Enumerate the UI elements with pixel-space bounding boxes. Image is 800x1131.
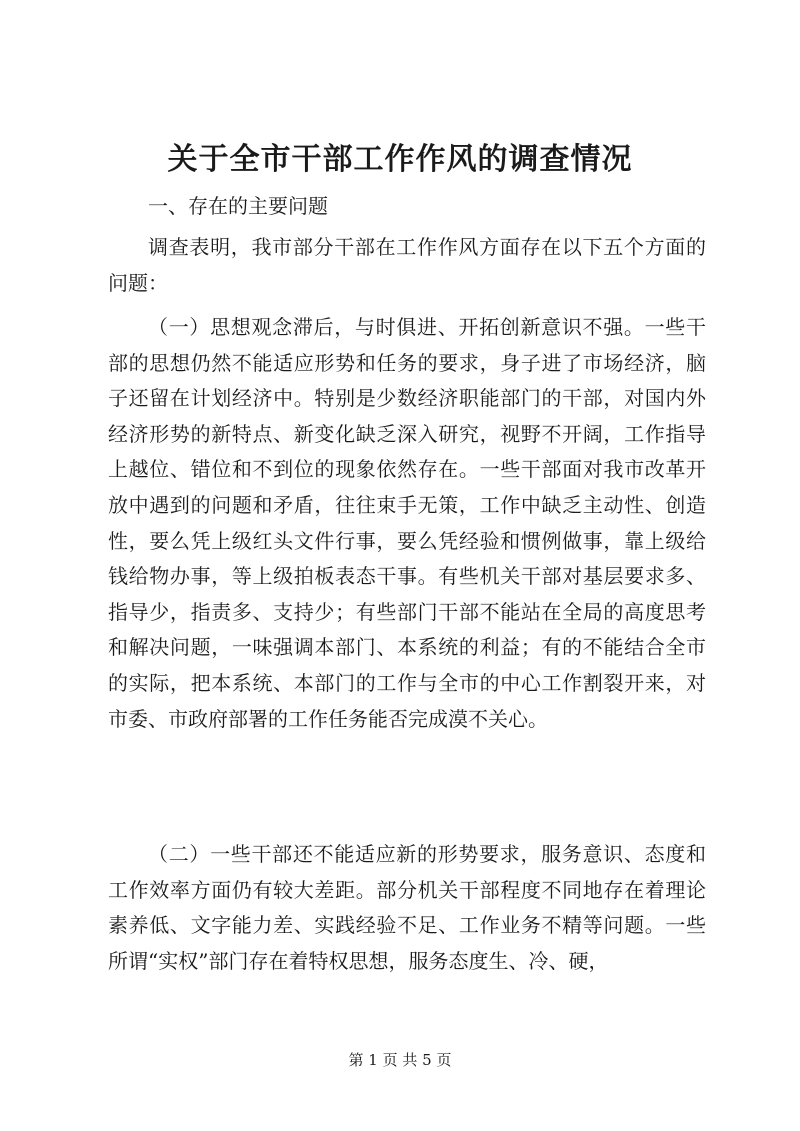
paragraph-text: （一）思想观念滞后，与时俱进、开拓创新意识不强。一些干部的思想仍然不能适应形势和任务的要求，身子进了市场经济，脑子还留在计划经济中。特别是少数经济职能部门的干部，对国内外经济形势的新特点、新变化缺乏深入研究，视野不开阔，工作指导上越位、错位和不到位的现象依然存在。一些干部面对我市改革开放中遇到的问题和矛盾，往往束手无策，工作中缺乏主动性、创造性，要么凭上级红头文件行事，要么凭经验和惯例做事，靠上级给钱给物办事，等上级拍板表态干事。有些机关干部对基层要求多、指导少，指责多、支持少；有些部门干部不能站在全局的高度思考和解决问题，一味强调本部门、本系统的利益；有的不能结合全市的实际，把本系统、本部门的工作与全市的中心工作割裂开来，对市委、市政府部署的工作任务能否完成漠不关心。 [108,315,706,731]
paragraph-intro [108,230,706,301]
paragraph-point-two [108,837,706,979]
page-footer: 第 1 页 共 5 页 [348,1051,452,1069]
paragraph-text: 调查表明，我市部分干部在工作作风方面存在以下五个方面的问题： [108,235,706,295]
paragraph-text: （二）一些干部还不能适应新的形势要求，服务意识、态度和工作效率方面仍有较大差距。部分机关干部程度不同地存在着理论素养低、文字能力差、实践经验不足、工作业务不精等问题。一些所谓“实权”部门存在着特权思想，服务态度生、冷、硬， [108,842,706,973]
paragraph-point-one [108,310,706,737]
document-title: 关于全市干部工作作风的调查情况 [167,142,633,177]
section-heading: 一、存在的主要问题 [148,194,328,218]
